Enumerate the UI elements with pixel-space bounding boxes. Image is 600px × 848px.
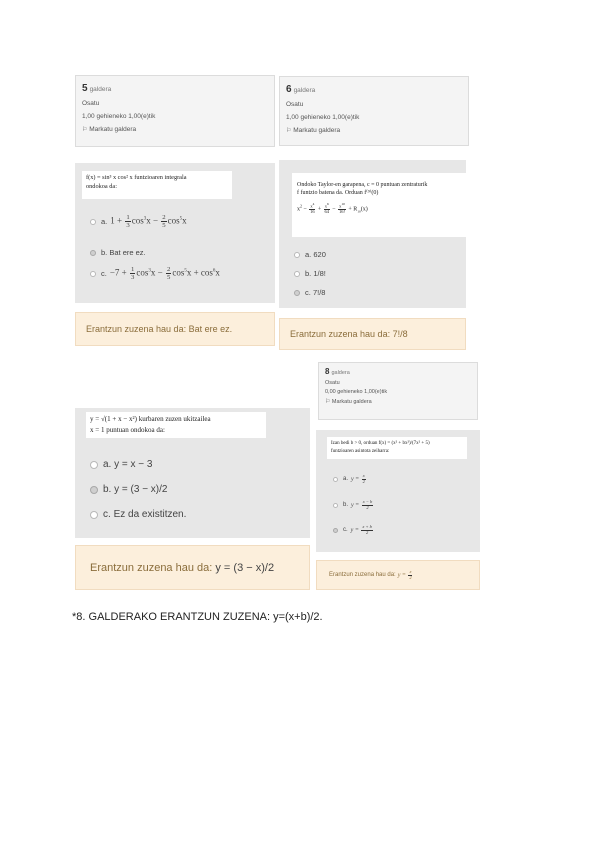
- q5-option-b-text: Bat ere ez.: [109, 248, 146, 257]
- q8-option-c[interactable]: [333, 525, 374, 535]
- q8-answer-prefix: Erantzun zuzena hau da:: [329, 572, 396, 578]
- radio-button-selected[interactable]: [90, 250, 96, 256]
- q6-status: Osatu: [286, 101, 304, 108]
- q8-option-b-num: x − b: [362, 499, 373, 504]
- q6-option-b-text: 1/8!: [313, 269, 326, 278]
- q5-option-a-letter: a.: [101, 217, 108, 227]
- q5-option-a-expr: 1 + $\frac{1}{3}$ $\cos^3x$ − $\frac{2}{5}$ $\cos^5x$: [110, 214, 187, 230]
- q5-flag-link[interactable]: [82, 126, 268, 134]
- q6-number: 6: [286, 84, 292, 95]
- q6-score: 1,00 gehieneko 1,00(e)tik: [286, 113, 360, 121]
- q5-label: galdera: [89, 86, 112, 93]
- q8-option-c-expr: y = $\frac{x + b}{2}$: [350, 524, 372, 535]
- q8-answer-expr: y = $\frac{x}{2}$: [397, 568, 412, 580]
- q6-info-box: [279, 76, 469, 146]
- radio-button[interactable]: [333, 503, 338, 508]
- q7-option-c-text: Ez da existitzen.: [113, 509, 187, 520]
- radio-button-selected[interactable]: [333, 528, 338, 533]
- q6-option-c[interactable]: [294, 288, 325, 297]
- q7-option-c[interactable]: [90, 509, 186, 520]
- q6-option-a-text: 620: [313, 250, 326, 259]
- q5-score: 1,00 gehieneko 1,00(e)tik: [82, 112, 156, 120]
- q8-score: 0,00 gehieneko 1,00(e)tik: [325, 389, 388, 396]
- q5-option-a[interactable]: [90, 214, 187, 229]
- q8-answer-num: x: [409, 568, 412, 574]
- q7-stem-line2: x = 1 puntuan ondokoa da:: [90, 425, 165, 434]
- q8-label: galdera: [331, 370, 350, 376]
- q5-option-b[interactable]: [90, 248, 146, 257]
- q8-option-b[interactable]: [333, 500, 374, 510]
- q8-option-a-den: 2: [362, 478, 365, 484]
- q6-formula: $x^2$ − $\frac{x^4}{16}$ + $\frac{x^6}{64}$ − $\frac{x^{10}}{16!}$ + $R_{10}(x)$: [297, 201, 368, 214]
- radio-button-selected[interactable]: [90, 486, 98, 494]
- q7-option-b[interactable]: [90, 484, 167, 495]
- q5-question-text: [82, 171, 232, 199]
- radio-button[interactable]: [333, 477, 338, 482]
- q8-option-c-num: x + b: [362, 524, 372, 529]
- q8-stem-line1: Izan bedi b > 0, orduan f(x) = (x² + bx²)/(7x² + 5): [331, 441, 430, 446]
- q7-option-a[interactable]: [90, 459, 152, 470]
- q5-number: 5: [82, 83, 88, 94]
- q5-option-c-expr: −7 + $\frac{1}{3}$ $\cos^3x$ − $\frac{2}{5}$ $\cos^5x + \cos^6x$: [109, 266, 220, 282]
- q6-option-c-letter: c.: [305, 288, 311, 297]
- q7-option-a-letter: a.: [103, 459, 112, 470]
- q5-correct-answer: Erantzun zuzena hau da: Bat ere ez.: [75, 312, 275, 346]
- q6-label: galdera: [293, 87, 316, 94]
- q8-option-a-expr: y = $\frac{x}{2}$: [351, 473, 365, 484]
- q8-answer-den: 2: [409, 574, 412, 580]
- radio-button[interactable]: [90, 219, 96, 225]
- q6-stem-line2: f funtzio batena da. Orduan f⁽⁹⁾(0): [297, 190, 379, 197]
- q7-correct-answer: [75, 545, 310, 590]
- q5-option-b-letter: b.: [101, 248, 108, 257]
- q5-info-box: [75, 75, 275, 147]
- q6-option-b-letter: b.: [305, 269, 312, 278]
- q5-flag-label: Markatu galdera: [89, 125, 137, 133]
- q8-question-text: [327, 437, 467, 459]
- q8-info-box: [318, 362, 478, 420]
- q8-option-a-letter: a.: [343, 476, 349, 483]
- q8-correct-answer: [316, 560, 480, 590]
- q5-stem-line1: f(x) = sin³ x cos² x funtzioaren integrala: [86, 174, 187, 181]
- radio-button-selected[interactable]: [294, 290, 300, 296]
- q6-option-a[interactable]: [294, 250, 326, 259]
- q8-flag-link[interactable]: [325, 399, 471, 406]
- q7-option-b-text: y = (3 − x)/2: [114, 484, 168, 495]
- q7-option-a-text: y = x − 3: [114, 459, 153, 470]
- q8-option-c-letter: c.: [343, 527, 348, 534]
- q8-flag-label: Markatu galdera: [331, 398, 372, 405]
- radio-button[interactable]: [90, 461, 98, 469]
- q8-option-b-den: 2: [366, 504, 369, 510]
- q5-status: Osatu: [82, 100, 100, 107]
- q7-question-text: [86, 412, 266, 438]
- q8-option-c-den: 2: [366, 529, 369, 535]
- q5-stem-line2: ondokoa da:: [86, 182, 117, 190]
- q6-stem-line1: Ondoko Taylor-en garapena, c = 0 puntuan zentraturik: [297, 182, 428, 188]
- correct-answer-note: *8. GALDERAKO ERANTZUN ZUZENA: y=(x+b)/2.: [72, 611, 323, 623]
- q6-correct-answer: Erantzun zuzena hau da: 7!/8: [279, 318, 466, 350]
- q6-flag-label: Markatu galdera: [293, 126, 341, 134]
- q8-option-b-letter: b.: [343, 502, 349, 509]
- flag-icon: ⚐: [82, 126, 88, 133]
- q8-stem-line2: funtzioaren asintota zeiharra:: [331, 448, 390, 454]
- q8-number: 8: [325, 367, 330, 376]
- q6-flag-link[interactable]: [286, 127, 462, 135]
- q8-option-a-num: x: [362, 473, 365, 478]
- q8-option-a[interactable]: [333, 474, 367, 484]
- flag-icon: ⚐: [286, 127, 292, 134]
- q7-option-b-letter: b.: [103, 484, 112, 495]
- q7-answer-math: y = (3 − x)/2: [215, 561, 275, 574]
- q6-option-b[interactable]: [294, 269, 326, 278]
- q8-status: Osatu: [325, 379, 340, 386]
- flag-icon: ⚐: [325, 398, 331, 405]
- q7-answer-prefix: Erantzun zuzena hau da:: [90, 561, 213, 574]
- radio-button[interactable]: [294, 271, 300, 277]
- radio-button[interactable]: [90, 511, 98, 519]
- radio-button[interactable]: [90, 271, 96, 277]
- q5-option-c[interactable]: [90, 266, 220, 281]
- q6-option-a-letter: a.: [305, 250, 312, 259]
- radio-button[interactable]: [294, 252, 300, 258]
- q6-option-c-text: 7!/8: [312, 288, 326, 297]
- q8-option-b-expr: y = $\frac{x - b}{2}$: [351, 499, 373, 510]
- q5-option-c-letter: c.: [101, 269, 107, 279]
- q6-question-text: [292, 173, 467, 237]
- q7-stem-line1: y = √(1 + x − x²) kurbaren zuzen ukitzailea: [90, 415, 211, 423]
- q7-option-c-letter: c.: [103, 509, 111, 520]
